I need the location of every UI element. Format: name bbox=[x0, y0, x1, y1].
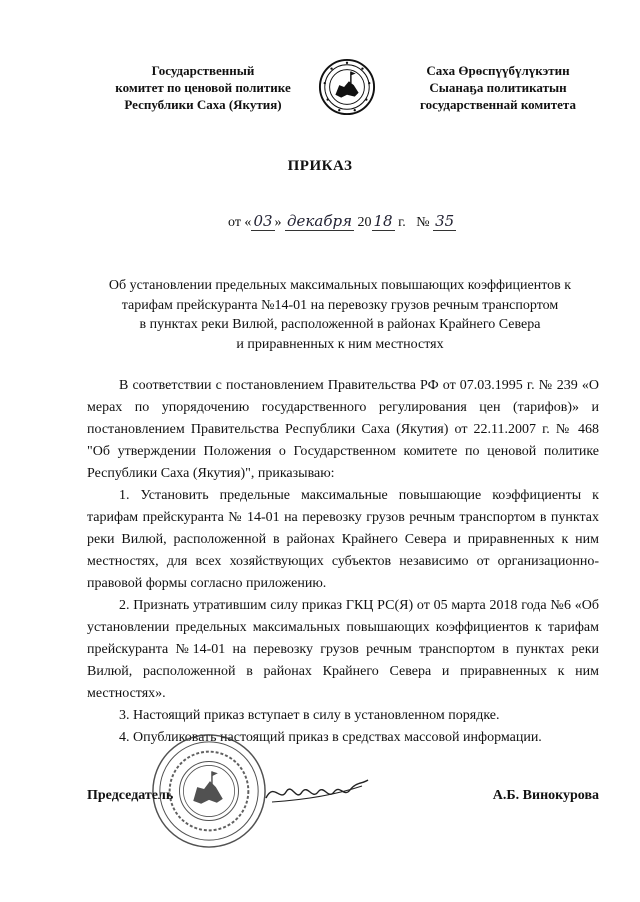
date-year-abbrev: г. bbox=[398, 215, 406, 230]
signer-name: А.Б. Винокурова bbox=[492, 788, 599, 803]
header-right-line: Саха Өрөспүүбүлүкэтин bbox=[426, 63, 570, 78]
document-title: ПРИКАЗ bbox=[287, 158, 353, 174]
subject-line: в пунктах реки Вилюй, расположенной в районах Крайнего Севера bbox=[139, 317, 541, 332]
order-number: 35 bbox=[435, 212, 455, 230]
body-intro: В соответствии с постановлением Правительства РФ от 07.03.1995 г. № 239 «О мерах по упорядочению государственного регулирования цен (тарифов)» и постановлением Правительства Республики Саха (Якутия) от 22.11.2007 г. № 468 "Об утверждении Положения о Государственном комитете по ценовой политике Республики Саха (Якутия)", приказываю: bbox=[87, 378, 599, 481]
signer-position: Председатель bbox=[87, 788, 174, 803]
subject-line: тарифам прейскуранта №14-01 на перевозку грузов речным транспортом bbox=[121, 297, 559, 313]
subject-line: и приравненных к ним местностях bbox=[236, 336, 444, 352]
order-subject bbox=[60, 276, 620, 354]
date-year-suffix: 18 bbox=[373, 212, 393, 230]
subject-line: Об установлении предельных максимальных повышающих коэффициентов к bbox=[108, 278, 572, 293]
date-month: декабря bbox=[287, 212, 353, 230]
date-and-number-line bbox=[228, 212, 456, 231]
date-prefix: от « bbox=[228, 215, 252, 230]
header-left-line: Государственный bbox=[151, 63, 255, 78]
header-right-line: государственнай комитета bbox=[420, 97, 576, 112]
body-item-4: 4. Опубликовать настоящий приказ в средствах массовой информации. bbox=[119, 730, 542, 745]
date-day: 03 bbox=[253, 212, 273, 230]
date-year-prefix: 20 bbox=[357, 215, 372, 230]
header-right-line: Сыанаҕа политикатын bbox=[429, 80, 567, 95]
body-item-3: 3. Настоящий приказ вступает в силу в установленном порядке. bbox=[119, 708, 500, 723]
body-item-2: 2. Признать утратившим силу приказ ГКЦ РС(Я) от 05 марта 2018 года №6 «Об установлении предельных максимальных повышающих коэффициентов к тарифам прейскуранта №14-01 на перевозку грузов речным транспортом в пунктах реки Вилюй, расположенной в районах Крайнего Севера и приравненных к ним местностях». bbox=[87, 598, 599, 701]
order-body bbox=[87, 375, 599, 749]
header-left-line: комитет по ценовой политике bbox=[115, 80, 291, 95]
header-left-org bbox=[98, 62, 308, 113]
number-label: № bbox=[416, 215, 430, 230]
body-item-1: 1. Установить предельные максимальные повышающие коэффициенты к тарифам прейскуранта № 14-01 на перевозку грузов речным транспортом в пунктах реки Вилюй, расположенной в районах Крайнего Севера и приравненных к ним местностях, для всех хозяйствующих субъектов независимо от организационно-правовой формы согласно приложению. bbox=[87, 488, 599, 591]
header-right-org bbox=[398, 62, 598, 113]
date-quote-close: » bbox=[274, 215, 282, 230]
handwritten-signature-icon bbox=[262, 772, 372, 812]
header-left-line: Республики Саха (Якутия) bbox=[124, 97, 282, 112]
sakha-emblem-icon bbox=[318, 58, 376, 116]
